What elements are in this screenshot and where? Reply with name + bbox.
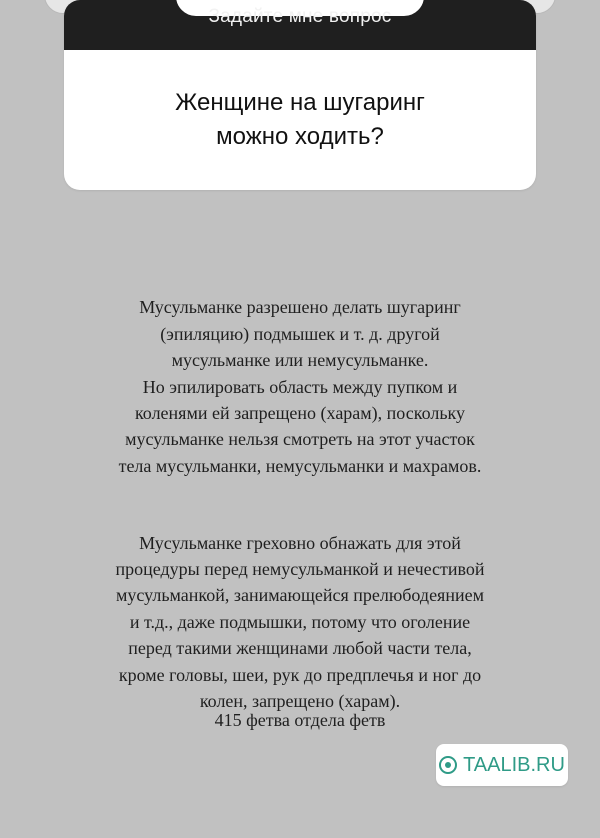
question-sticker-header-text: Задайте мне вопрос [208,6,392,27]
source-citation: 415 фетва отдела фетв [214,710,386,730]
taalib-watermark [436,744,568,786]
question-text: Женщине на шугаринг можно ходить? [175,89,425,150]
question-sticker-header [64,0,536,50]
answer-text-block [50,268,550,765]
at-icon [439,756,457,774]
question-sticker-body [64,50,536,190]
watermark-text: TAALIB.RU [463,753,565,776]
answer-paragraph-1: Мусульманке разрешено делать шугаринг (эпиляцию) подмышек и т. д. другой мусульманке или немусульманке. Но эпилировать область между пупком и коленями ей запрещено (харам), поскольку мусульманке нельзя смотреть на этот участок тела мусульманки, немусульманки и махрамов. [118,297,482,476]
question-sticker-card [64,0,536,190]
answer-paragraph-2: Мусульманке греховно обнажать для этой процедуры перед немусульманкой и нечестивой мусульманкой, занимающейся прелюбодеянием и т.д., даже подмышки, потому что оголение перед такими женщинами любой части тела, кроме головы, шеи, рук до предплечья и ног до колен, запрещено (харам). [115,532,485,712]
